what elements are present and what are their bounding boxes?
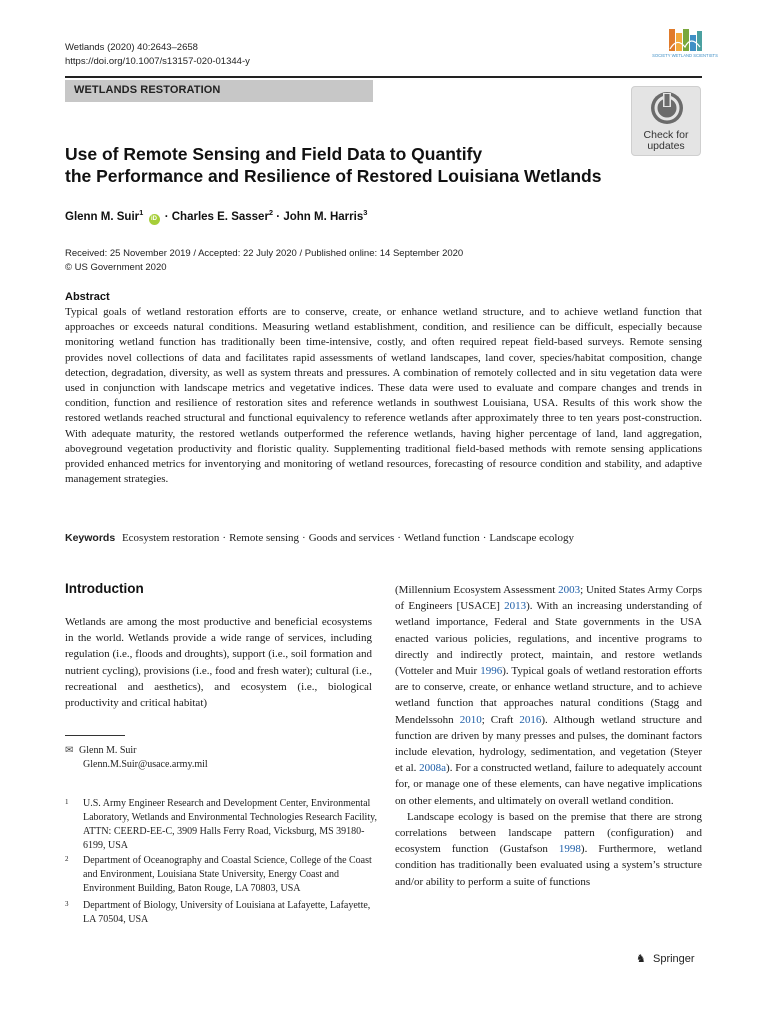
title-line-1: Use of Remote Sensing and Field Data to Quantify (65, 144, 483, 164)
affiliation-number: 2 (65, 855, 69, 863)
author-2[interactable]: Charles E. Sasser (171, 210, 269, 223)
check-updates-icon (650, 91, 684, 125)
keyword: Landscape ecology (489, 532, 574, 544)
author-1[interactable]: Glenn M. Suir (65, 210, 140, 223)
citation-link[interactable]: 1996 (480, 665, 503, 678)
affiliation-text: U.S. Army Engineer Research and Development Center, Environmental Laboratory, Wetlands and Environmental Technologies Research Facility, ATTN: CEERD-EE-C, 3909 Halls Ferry Road, Vicksburg, MS 39180-6199, USA (83, 798, 377, 851)
abstract-text: Typical goals of wetland restoration efforts are to conserve, create, or enhance wetland structure, and to achieve wetland function that approaches or exceeds natural conditions. Measuring wetland establishment, condition, and resilience can be difficult, especially because monitoring wetland function has traditionally been time-intensive, costly, and often required repeat field-based surveys. Remote sensing provides novel collections of data and facilitates rapid assessments of wetland landscapes, land cover, species/habitat composition, change detection, degradation, diversity, as well as system threats and pressures. A combination of remotely collected and in situ vegetation data were used in conjunction with landscape metrics and vegetative indices. These data were used to evaluate and compare changes and trends in condition, function and resilience of restoration sites and reference wetlands in southwest Louisiana, USA. Results of this work show the restored wetlands reached structural and functional equivalency to reference wetlands after approximately three to ten years post-construction. With adequate maturity, the restored wetlands outperformed the reference wetlands, having higher percentage of land, land aggregation, aboveground vegetation productivity and floristic quality. Supplementing traditional field-based methods with remote sensing applications provided enhanced metrics for inventorying and monitoring of wetland resources, forecasting of resource condition and stability, and adaptive management strategies. (65, 306, 702, 486)
keyword: Wetland function (403, 532, 480, 544)
paper-title (65, 143, 625, 187)
correspondence-block (65, 744, 208, 772)
footnote-rule (65, 735, 125, 736)
publication-dates: Received: 25 November 2019 / Accepted: 22 July 2020 / Published online: 14 September 2020 (65, 248, 464, 259)
check-for-updates-badge[interactable] (631, 86, 701, 156)
springer-horse-icon: ♞ (636, 953, 646, 965)
affiliation-number: 1 (65, 798, 69, 806)
section-label: WETLANDS RESTORATION (74, 84, 221, 96)
citation-link[interactable]: 2003 (558, 584, 581, 596)
author-separator: · (164, 210, 169, 223)
citation-link[interactable]: 1998 (558, 843, 581, 856)
keywords-label: Keywords (65, 532, 116, 544)
keyword: Remote sensing (229, 532, 300, 544)
author-list (65, 208, 367, 225)
section-label-band (65, 80, 373, 102)
check-updates-line2: updates (647, 140, 685, 152)
citation-link[interactable]: 2010 (459, 713, 482, 726)
keyword: Ecosystem restoration (121, 532, 220, 544)
correspondence-name: Glenn M. Suir (79, 745, 137, 756)
author-3-affiliation: 3 (363, 208, 368, 217)
affiliation-number: 3 (65, 900, 69, 908)
title-line-2: the Performance and Resilience of Restored Louisiana Wetlands (65, 166, 602, 186)
author-2-affiliation: 2 (268, 208, 274, 217)
header-rule (65, 76, 702, 78)
keyword-separator: · (397, 532, 401, 544)
journal-citation: Wetlands (2020) 40:2643–2658 (65, 42, 198, 53)
society-wetland-scientists-logo (652, 27, 718, 79)
keyword: Goods and services (308, 532, 395, 544)
publisher-name: Springer (653, 953, 695, 965)
affiliation-text: Department of Oceanography and Coastal Science, College of the Coast and Environment, Louisiana State University, Energy Coast and Environment Building, Baton Rouge, LA 70803, USA (83, 855, 372, 894)
author-separator: · (276, 210, 281, 223)
correspondence-email[interactable]: Glenn.M.Suir@usace.army.mil (83, 759, 208, 770)
introduction-heading: Introduction (65, 581, 144, 596)
introduction-right-column (395, 582, 702, 890)
introduction-left-paragraph: Wetlands are among the most productive and beneficial ecosystems in the world. Wetlands provide a wide range of services, including regulation (i.e., floods and droughts), support (i.e., soil formation and nutrient cycling), provisions (i.e., food and fresh water); cultural (i.e., recreational and aesthetics), and ecosystem (i.e., biological productivity and critical habitat) (65, 616, 372, 710)
envelope-icon: ✉ (65, 745, 74, 756)
citation-link[interactable]: 2016 (519, 713, 542, 726)
keyword-separator: · (302, 532, 306, 544)
check-updates-line1: Check for (643, 129, 689, 141)
citation-link[interactable]: 2013 (504, 600, 527, 613)
introduction-paragraph-2: Landscape ecology is based on the premise that there are strong correlations between landscape pattern (configuration) and ecosystem function (Gustafson 1998). Furthermore, wetland condition has traditionally been evaluated using a system’s structure and/or ability to perform a suite of functions (395, 810, 703, 888)
abstract-heading: Abstract (65, 291, 110, 303)
citation-link[interactable]: 2008a (419, 762, 447, 775)
publisher-mark (636, 952, 695, 965)
doi-link[interactable]: https://doi.org/10.1007/s13157-020-01344-y (65, 56, 250, 67)
affiliation-text: Department of Biology, University of Louisiana at Lafayette, Lafayette, LA 70504, USA (83, 900, 371, 925)
author-3[interactable]: John M. Harris (283, 210, 364, 223)
copyright-notice: © US Government 2020 (65, 262, 167, 273)
keyword-separator: · (222, 532, 227, 544)
orcid-icon[interactable]: iD (149, 214, 160, 225)
logo-text: SOCIETY WETLAND SCIENTISTS (652, 53, 718, 58)
keywords-line (65, 532, 705, 544)
introduction-paragraph-1: (Millennium Ecosystem Assessment 2003; United States Army Corps of Engineers [USACE] 2013). With an increasing understanding of wetland importance, Federal and State governments in the USA enacted various policies, regulations, and incentive programs to directly and indirectly protect, maintain, and restore wetlands (Votteler and Muir 1996). Typical goals of wetland restoration efforts are to conserve, create, or enhance wetland structure, and to achieve wetland function that approaches natural conditions (Stagg and Mendelssohn 2010; Craft 2016). Although wetland structure and function are driven by many presses and pulses, the dominant factors include elevation, hydrology, sedimentation, and vegetation (Steyer et al. 2008a). For a constructed wetland, failure to adequately account for, or manage one of these elements, can have negative implications on other elements, and ultimately on overall wetland condition. (395, 584, 703, 807)
author-1-affiliation: 1 (139, 208, 144, 217)
keyword-separator: · (482, 532, 487, 544)
